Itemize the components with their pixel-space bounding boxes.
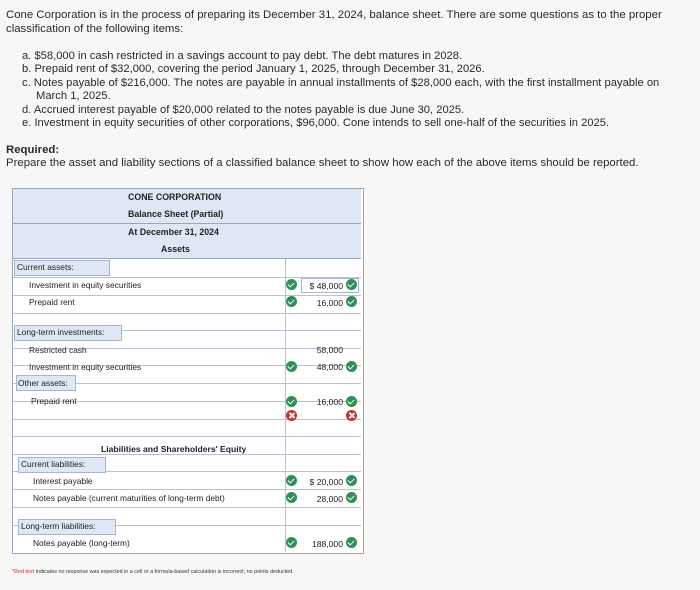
company-name: CONE CORPORATION [128,192,222,202]
interest-payable-label: Interest payable [33,476,93,486]
header-statement [13,206,361,224]
check-icon [346,537,357,548]
x-icon [286,410,297,421]
check-icon [286,475,297,486]
prepaid-rent-other-amount: 16,000 [316,397,343,407]
check-icon [346,279,357,290]
header-date [13,224,361,242]
check-icon [346,475,357,486]
footer-note [12,569,294,575]
long-term-liabilities-label: Long-term liabilities: [21,521,96,531]
liabilities-heading: Liabilities and Shareholders' Equity [101,444,247,454]
investment-equity-lt-label: Investment in equity securities [29,362,142,372]
interest-payable-amount: $ 20,000 [309,477,343,487]
statement-date: At December 31, 2024 [128,227,219,237]
item-c-continued: March 1, 2025. [36,90,111,103]
current-liabilities-label: Current liabilities: [21,459,86,469]
notes-payable-lt-label: Notes payable (long-term) [33,538,130,548]
check-icon [346,396,357,407]
check-icon [346,296,357,307]
problem-items [22,50,694,130]
item-a: a. $58,000 in cash restricted in a savings account to pay debt. The debt matures in 2028. [22,50,463,62]
statement-title: Balance Sheet (Partial) [128,209,224,219]
notes-payable-lt-amount: 188,000 [311,539,343,549]
item-c: c. Notes payable of $216,000. The notes are payable in annual installments of $28,000 each, with the first installment payable on [22,76,660,89]
prepaid-rent-current-label: Prepaid rent [29,297,75,307]
restricted-cash-label: Restricted cash [29,345,87,355]
restricted-cash-amount: 58,000 [316,345,343,355]
other-assets-label: Other assets: [18,378,68,388]
footer-note-red: *Red text [12,569,35,575]
prepaid-rent-current-amount: 16,000 [316,298,343,308]
check-icon [286,492,297,503]
notes-payable-current-amount: 28,000 [316,494,343,504]
header-company [13,189,361,207]
problem-intro: Cone Corporation is in the process of preparing its December 31, 2024, balance sheet. There are some questions as to the proper classification of the following items: [6,9,662,35]
item-d: d. Accrued interest payable of $20,000 related to the notes payable is due June 30, 2025. [22,103,465,116]
item-e: e. Investment in equity securities of other corporations, $96,000. Cone intends to sell one-half of the securities in 2025. [22,117,610,130]
check-icon [346,492,357,503]
required-heading: Required: [6,144,60,156]
long-term-investments-label: Long-term investments: [17,327,105,337]
investment-equity-amount: $ 48,000 [309,281,343,291]
investment-equity-label: Investment in equity securities [29,280,142,290]
assets-heading: Assets [161,244,190,254]
footer-note-rest: indicates no response was expected in a cell or a formula-based calculation is incorrect; no points deducted. [34,569,294,575]
current-assets-label: Current assets: [17,262,74,272]
check-icon [286,361,297,372]
check-icon [286,279,297,290]
check-icon [346,361,357,372]
notes-payable-current-label: Notes payable (current maturities of long-term debt) [33,493,225,503]
x-icon [346,410,357,421]
required-text: Prepare the asset and liability sections of a classified balance sheet to show how each of the above items should be reported. [6,157,639,169]
check-icon [286,537,297,548]
balance-sheet [12,188,364,554]
header-assets [13,241,361,259]
prepaid-rent-other-label: Prepaid rent [31,396,77,406]
item-b: b. Prepaid rent of $32,000, covering the period January 1, 2025, through December 31, 2026. [22,63,485,76]
investment-equity-lt-amount: 48,000 [316,362,343,372]
check-icon [286,396,297,407]
check-icon [286,296,297,307]
